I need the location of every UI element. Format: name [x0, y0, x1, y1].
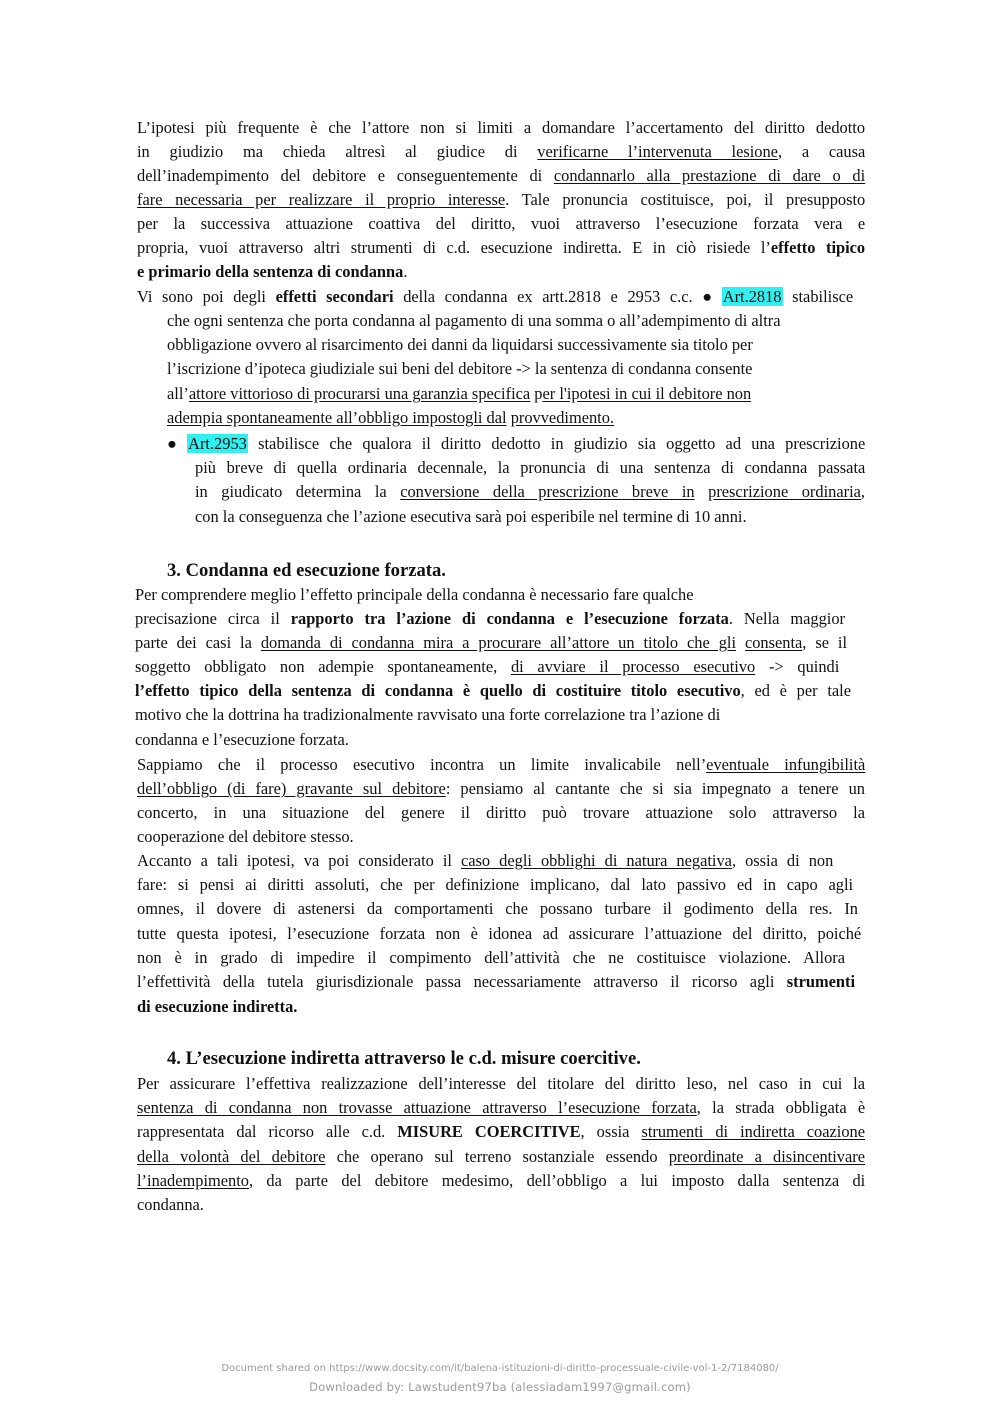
paragraph-line: e primario della sentenza di condanna.: [137, 262, 408, 281]
paragraph-line: parte dei casi la domanda di condanna mira a procurare all’attore un titolo che gli consenta, se il: [135, 633, 848, 652]
paragraph-line: precisazione circa il rapporto tra l’azione di condanna e l’esecuzione forzata. Nella maggior: [135, 609, 845, 628]
paragraph-line: della volontà del debitore che operano sul terreno sostanziale essendo preordinate a disincentivare: [137, 1147, 865, 1166]
paragraph-line: non è in grado di impedire il compimento dell’attività che ne costituisce violazione. Allora: [137, 948, 845, 967]
bullet-line: obbligazione ovvero al risarcimento dei danni da liquidarsi successivamente sia titolo per: [167, 335, 753, 354]
paragraph-line: condanna e l’esecuzione forzata.: [135, 730, 349, 749]
paragraph-line: fare: si pensi ai diritti assoluti, che per definizione implicano, dal lato passivo ed in capo agli: [137, 875, 854, 894]
section-3-heading: 3. Condanna ed esecuzione forzata.: [167, 560, 446, 581]
paragraph-line: Per assicurare l’effettiva realizzazione dell’interesse del titolare del diritto leso, nel caso in cui la: [137, 1074, 865, 1093]
paragraph-line: dell’inadempimento del debitore e conseguentemente di condannarlo alla prestazione di dare o di: [137, 166, 866, 185]
paragraph-line: rappresentata dal ricorso alle c.d. MISURE COERCITIVE, ossia strumenti di indiretta coazione: [137, 1122, 865, 1141]
paragraph-line: concerto, in una situazione del genere il diritto può trovare attuazione solo attraverso la: [137, 803, 865, 822]
paragraph-line: in giudizio ma chieda altresì al giudice di verificarne l’intervenuta lesione, a causa: [137, 142, 866, 161]
article-2953-highlight: Art.2953: [188, 434, 247, 453]
bullet-line: in giudicato determina la conversione della prescrizione breve in prescrizione ordinaria,: [195, 482, 866, 501]
paragraph-line: cooperazione del debitore stesso.: [137, 827, 354, 846]
bullet-line: con la conseguenza che l’azione esecutiva sarà poi esperibile nel termine di 10 anni.: [195, 507, 747, 526]
paragraph-line: sentenza di condanna non trovasse attuazione attraverso l’esecuzione forzata, la strada obbligata è: [137, 1098, 866, 1117]
bullet-line: che ogni sentenza che porta condanna al pagamento di una somma o all’adempimento di altra: [167, 311, 781, 330]
paragraph-line: condanna.: [137, 1195, 204, 1214]
paragraph-line: dell’obbligo (di fare) gravante sul debitore: pensiamo al cantante che si sia impegnato a tenere un: [137, 779, 865, 798]
bullet-line: all’attore vittorioso di procurarsi una garanzia specifica per l'ipotesi in cui il debitore non: [167, 384, 752, 403]
paragraph-line: omnes, il dovere di astenersi da comportamenti che possano turbare il godimento della res. In: [137, 899, 858, 918]
paragraph-line: soggetto obbligato non adempie spontaneamente, di avviare il processo esecutivo -> quindi: [135, 657, 840, 676]
bullet-line: ● Art.2953 stabilisce che qualora il diritto dedotto in giudizio sia oggetto ad una prescrizione: [167, 434, 866, 453]
paragraph-line: Vi sono poi degli effetti secondari della condanna ex artt.2818 e 2953 c.c. ● Art.2818 stabilisce: [137, 287, 854, 306]
article-2818-highlight: Art.2818: [722, 287, 782, 306]
bullet-line: l’iscrizione d’ipoteca giudiziale sui beni del debitore -> la sentenza di condanna consente: [167, 359, 753, 378]
paragraph-line: l’inadempimento, da parte del debitore medesimo, dell’obbligo a lui imposto dalla sentenza di: [137, 1171, 866, 1190]
paragraph-line: tutte questa ipotesi, l’esecuzione forzata non è idonea ad assicurare l’attuazione del diritto, poiché: [137, 924, 862, 943]
section-4-heading: 4. L’esecuzione indiretta attraverso le c.d. misure coercitive.: [167, 1048, 641, 1069]
paragraph-line: Accanto a tali ipotesi, va poi considerato il caso degli obblighi di natura negativa, ossia di non: [137, 851, 834, 870]
paragraph-line: l’effettività della tutela giurisdizionale passa necessariamente attraverso il ricorso agli strumenti: [137, 972, 856, 991]
paragraph-line: L’ipotesi più frequente è che l’attore non si limiti a domandare l’accertamento del diritto dedotto: [137, 118, 866, 137]
footer-shared-link[interactable]: Document shared on https://www.docsity.com/it/balena-istituzioni-di-diritto-processuale-civile-vol-1-2/7184080/: [221, 1363, 779, 1374]
paragraph-line: Per comprendere meglio l’effetto principale della condanna è necessario fare qualche: [135, 585, 694, 604]
paragraph-line: per la successiva attuazione coattiva del diritto, vuoi attraverso l’esecuzione forzata vera e: [137, 214, 866, 233]
bullet-line: adempia spontaneamente all’obbligo impostogli dal provvedimento.: [167, 408, 615, 427]
paragraph-line: motivo che la dottrina ha tradizionalmente ravvisato una forte correlazione tra l’azione di: [135, 705, 721, 724]
paragraph-line: Sappiamo che il processo esecutivo incontra un limite invalicabile nell’eventuale infungibilità: [137, 755, 866, 774]
paragraph-line: di esecuzione indiretta.: [137, 997, 298, 1016]
paragraph-line: fare necessaria per realizzare il proprio interesse. Tale pronuncia costituisce, poi, il presupposto: [137, 190, 866, 209]
footer-downloaded-by: Downloaded by: Lawstudent97ba (alessiadam1997@gmail.com): [309, 1380, 691, 1394]
bullet-line: più breve di quella ordinaria decennale, la pronuncia di una sentenza di condanna passata: [195, 458, 866, 477]
paragraph-line: propria, vuoi attraverso altri strumenti di c.d. esecuzione indiretta. E in ciò risiede l’effetto tipico: [137, 238, 866, 257]
paragraph-line: l’effetto tipico della sentenza di condanna è quello di costituire titolo esecutivo, ed è per tale: [135, 681, 851, 700]
